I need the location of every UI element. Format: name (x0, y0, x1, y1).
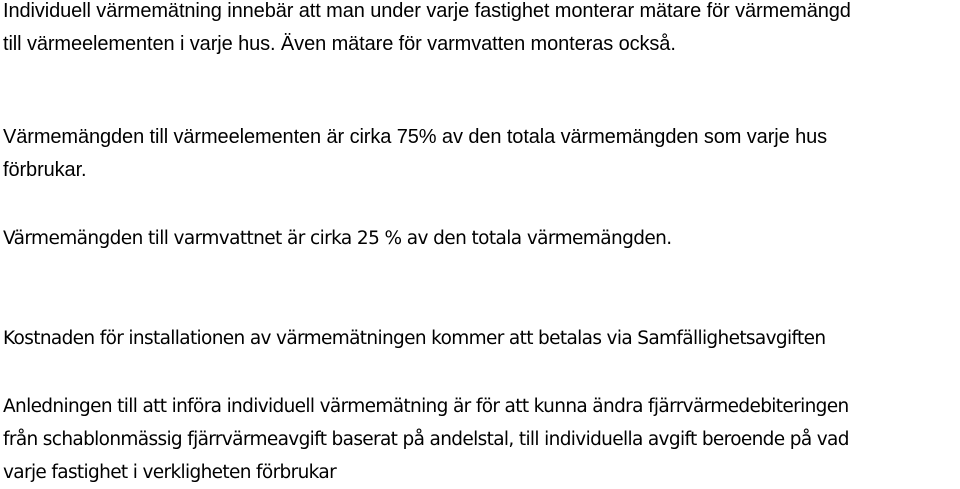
paragraph-metering-intro (3, 0, 958, 61)
text-line: Värmemängden till varmvattnet är cirka 25 % av den totala värmemängden. (3, 228, 672, 249)
paragraph-reason (3, 390, 958, 489)
text-line: förbrukar. (3, 159, 87, 181)
paragraph-hot-water-share (3, 222, 958, 255)
paragraph-installation-cost (3, 322, 958, 355)
text-line: till värmeelementen i varje hus. Även mätare för varmvatten monteras också. (3, 33, 676, 55)
text-line: Kostnaden för installationen av värmemätningen kommer att betalas via Samfällighetsavgiften (3, 328, 826, 349)
text-line: från schablonmässig fjärrvärmeavgift baserat på andelstal, till individuella avgift beroende på vad (3, 429, 849, 450)
paragraph-radiator-share (3, 121, 958, 187)
text-line: Värmemängden till värmeelementen är cirka 75% av den totala värmemängden som varje hus (3, 126, 828, 148)
text-line: Individuell värmemätning innebär att man under varje fastighet monterar mätare för värmemängd (3, 0, 851, 22)
text-line: varje fastighet i verkligheten förbrukar (3, 462, 337, 483)
text-line: Anledningen till att införa individuell värmemätning är för att kunna ändra fjärrvärmedebiteringen (3, 396, 849, 417)
